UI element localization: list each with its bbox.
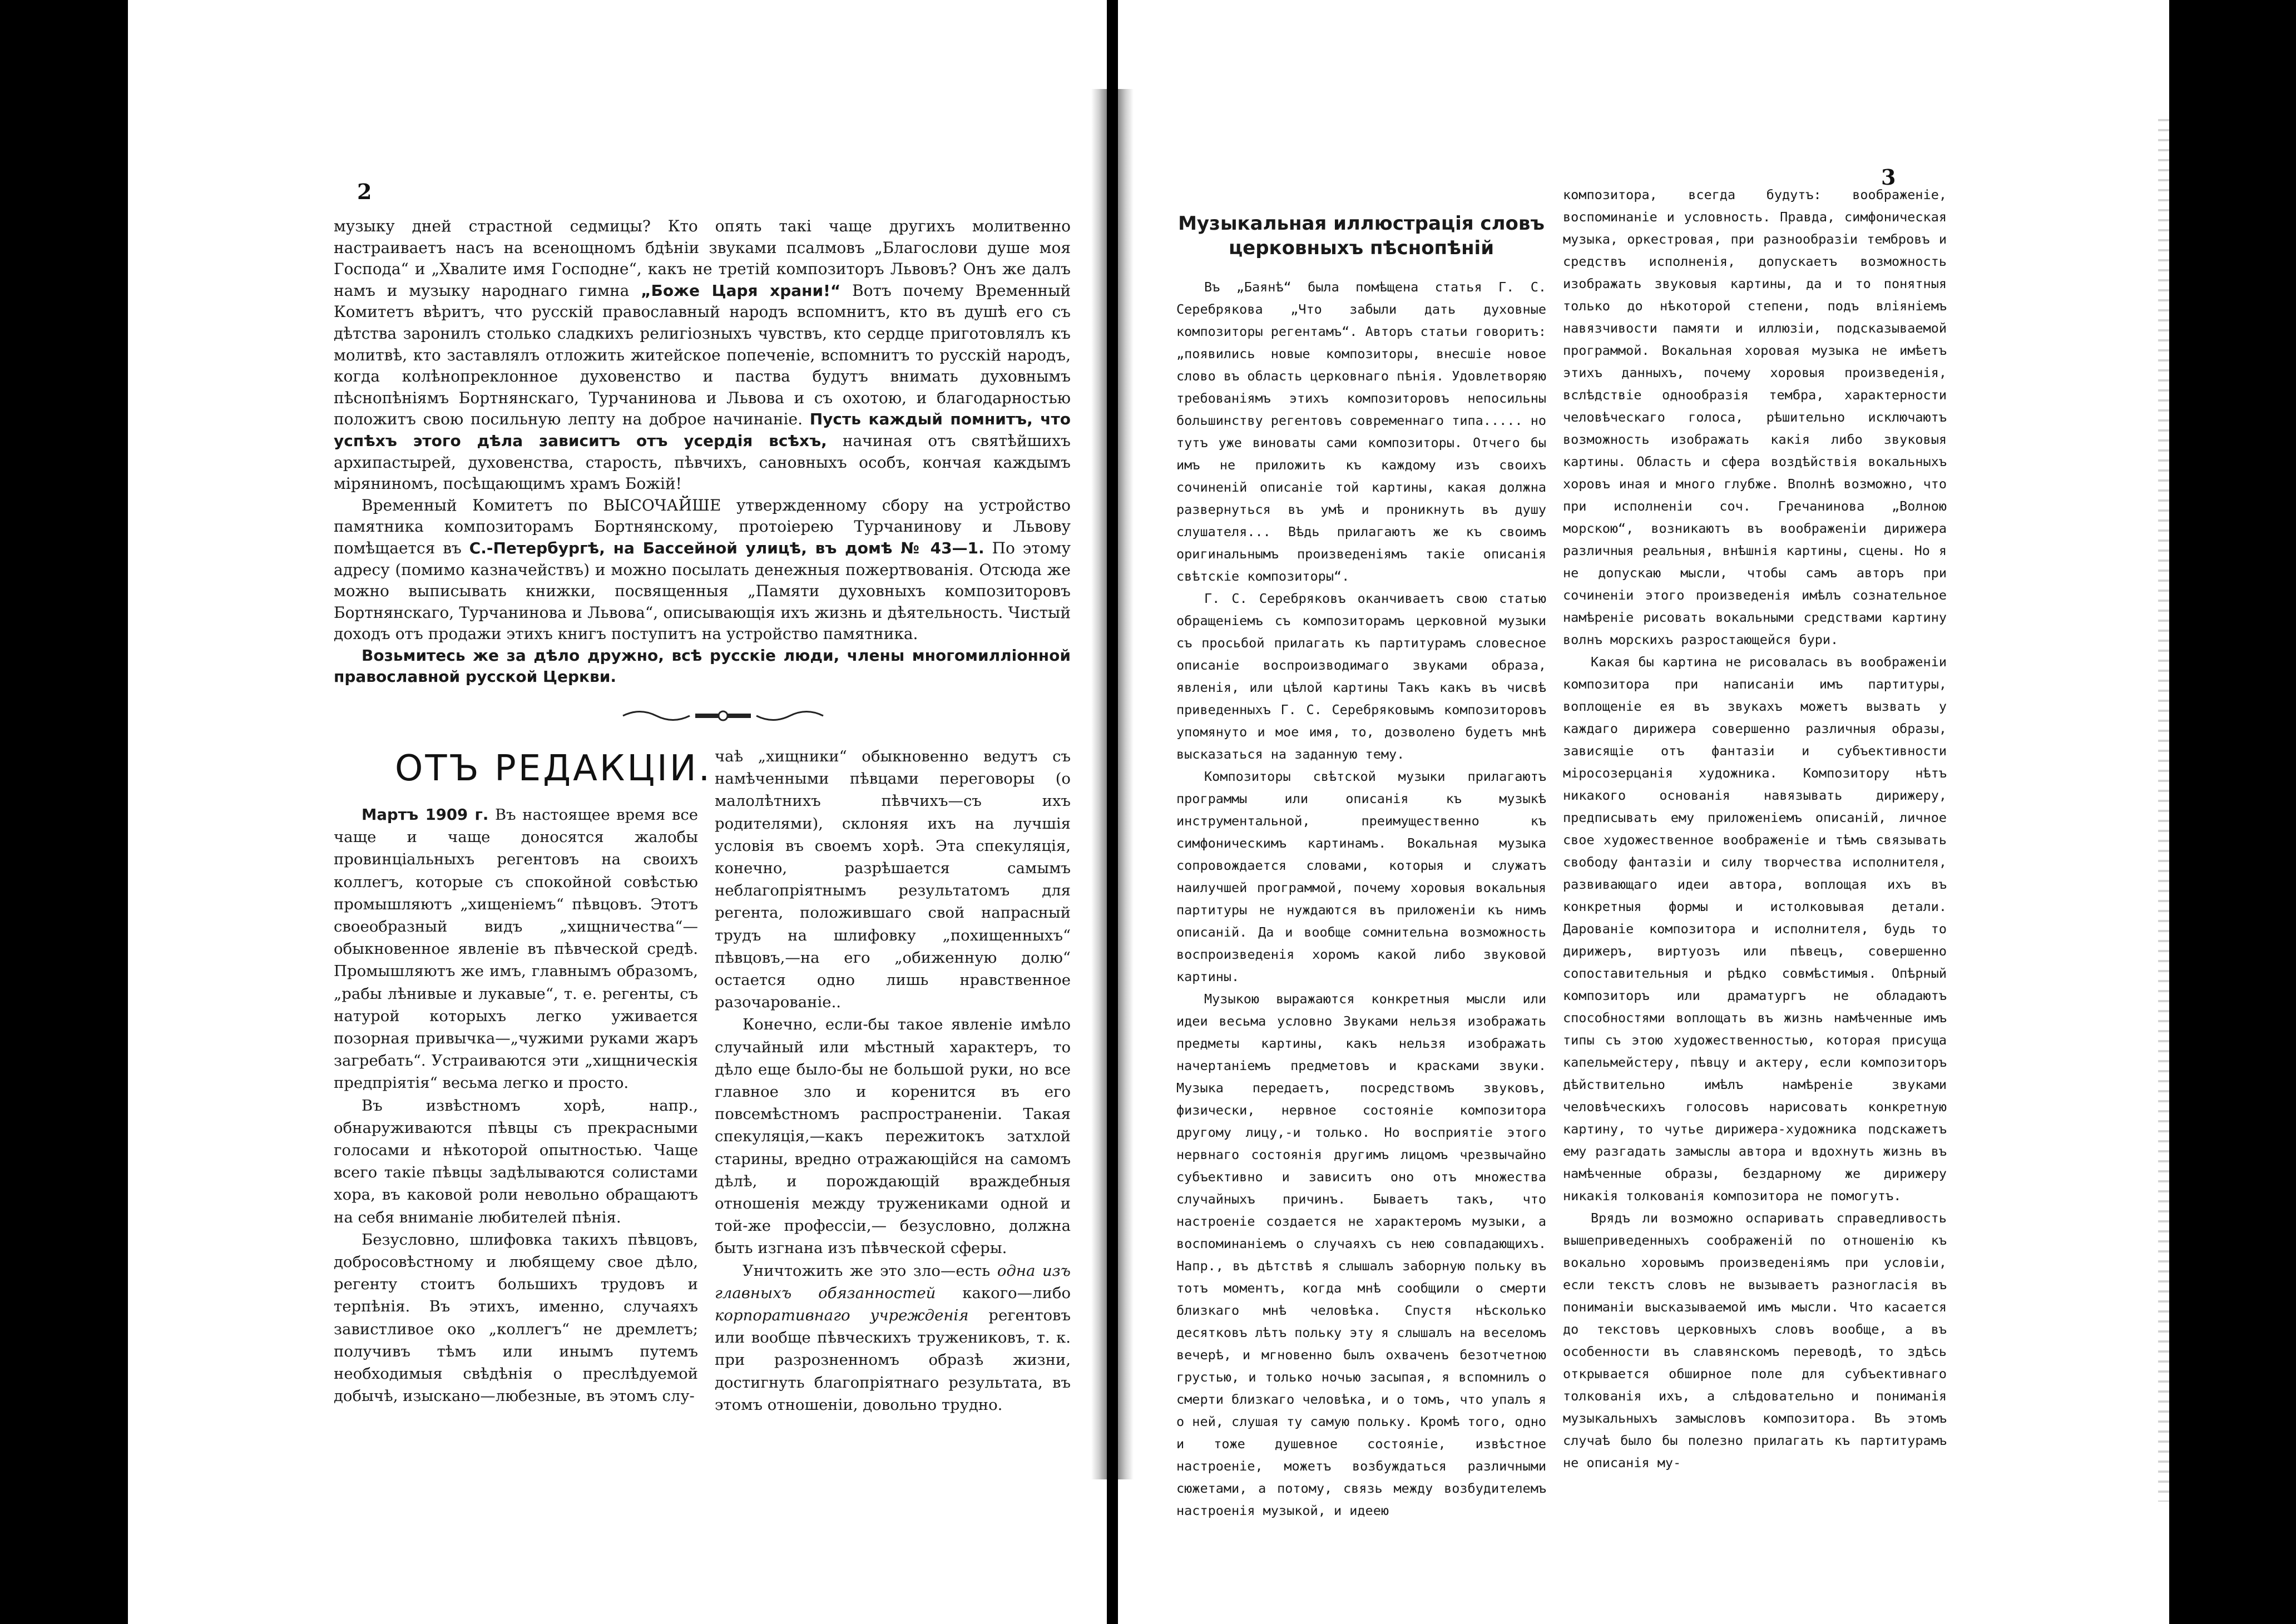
- page-gutter-shadow: [1091, 89, 1107, 1479]
- bold-text: „Боже Царя храни!“: [641, 281, 841, 300]
- text: начиная отъ святѣйшихъ архипастырей, духовенства, старость, пѣвчихъ, сановныхъ особъ, кончая каждымъ міряниномъ, посѣщающимъ храмъ Божій!: [334, 431, 1071, 493]
- paragraph: Конечно, если-бы такое явленіе имѣло случайный или мѣстный характеръ, то дѣло еще было-бы не большой руки, но все главное зло и коренится въ его повсемѣстномъ распространеніи. Такая спекуляція,—какъ пережитокъ затхлой старины, вредно отражающійся на самомъ дѣлѣ, и порождающій враждебныя отношенія между тружениками одной и той-же профессіи,— безусловно, должна быть изгнана изъ пѣвческой сферы.: [715, 1016, 1071, 1257]
- paragraph: чаѣ „хищники“ обыкновенно ведутъ съ намѣченными пѣвцами переговоры (о малолѣтнихъ пѣвчихъ—съ ихъ родителями), склоняя ихъ на лучшія условія въ своемъ хорѣ. Эта спекуляція, конечно, разрѣшается самымъ неблагопріятнымъ результатомъ для регента, положившаго свой напрасный трудъ на шлифовку „похищенныхъ“ пѣвцовъ,—на его „обиженную долю“ остается одно лишь нравственное разочарованіе..: [715, 747, 1071, 1012]
- paragraph: Безусловно, шлифовка такихъ пѣвцовъ, добросовѣстному и любящему свое дѣло, регенту стоитъ большихъ трудовъ и терпѣнія. Въ этихъ, именно, случаяхъ завистливое око „коллегъ“ не дремлетъ; получивъ тѣмъ или инымъ путемъ необходимыя свѣдѣнія о преслѣдуемой добычѣ, изыскано—любезные, въ этомъ слу-: [334, 1230, 698, 1405]
- editorial-left-column: [334, 804, 698, 1407]
- article-right-column: [1563, 184, 1947, 1474]
- page-number: 3: [1881, 165, 1896, 190]
- paragraph: композитора, всегда будутъ: воображеніе, воспоминаніе и условность. Правда, симфоническая музыка, оркестровая, при разнообразіи тембровъ и средствъ исполненія, допускаетъ возможность изображать звуковыя картины, да и то понятныя только до нѣкоторой степени, подъ вліяніемъ навязчивости памяти и иллюзіи, подсказываемой программой. Вокальная хоровая музыка не имѣетъ этихъ данныхъ, почему хоровыя произведенія, вслѣдствіе однообразія тембра, характерности человѣческаго голоса, рѣшительно исключаютъ возможность изображать какія либо звуковыя картины. Область и сфера воздѣйствія вокальныхъ хоровъ иная и много глубже. Вполнѣ возможно, что при исполненіи соч. Гречанинова „Волною морскою“, возникаютъ въ воображеніи дирижера различныя реальныя, внѣшнія картины, сцены. Но я не допускаю мысли, чтобы самъ авторъ при сочиненіи этого произведенія имѣлъ сознательное намѣреніе рисовать вокальными средствами картину волнъ морскихъ разростающейся бури.: [1563, 187, 1947, 647]
- text: регентовъ или вообще пѣвческихъ тружениковъ, т. к. при разрозненномъ образѣ жизни, достигнуть благопріятнаго результата, въ этомъ отношеніи, довольно трудно.: [715, 1306, 1071, 1414]
- paragraph: Въ „Баянѣ“ была помѣщена статья Г. С. Серебрякова „Что забыли дать духовные композиторы регентамъ“. Авторъ статьи говоритъ: „появились новые композиторы, внесшіе новое слово въ область церковнаго пѣнія. Удовлетворяю требованіямъ этихъ композиторовъ непосильны большинству регентовъ современнаго типа..... но тутъ уже виноваты сами композиторы. Отчего бы имъ не приложить къ каждому изъ своихъ сочиненій описаніе той картины, какая должна развернуться въ умѣ и проникнуть въ душу слушателя... Вѣдь прилагаютъ же къ своимъ оригинальнымъ произведеніямъ такіе описанія свѣтскіе композиторы“.: [1176, 279, 1546, 584]
- article-left-column: [1176, 211, 1546, 1522]
- bold-text: С.-Петербургѣ, на Бассейной улицѣ, въ домѣ № 43—1.: [469, 538, 984, 557]
- paragraph: Врядъ ли возможно оспаривать справедливость вышеприведенныхъ соображеній по отношенію къ вокально хоровымъ произведеніямъ при условіи, если текстъ словъ не вызываетъ разногласія въ пониманіи высказываемой имъ мысли. Что касается до текстовъ церковныхъ словъ вообще, а въ особенности въ славянскомъ переводѣ, то здѣсь открывается обширное поле для субъективнаго толкованія ихъ, а слѣдовательно и пониманія музыкальныхъ замысловъ композитора. Въ этомъ случаѣ было бы полезно прилагать къ партитурамъ не описанія му-: [1563, 1210, 1947, 1470]
- top-text-block: [334, 216, 1071, 688]
- text: По этому адресу (помимо казначействъ) и можно посылать денежныя пожертвованія. Отсюда же можно выписывать книжки, посвященныя „Памяти духовныхъ композиторовъ Бортнянскаго, Турчанинова и Львова“, описывающія ихъ жизнь и дѣятельность. Чистый доходъ отъ продажи этихъ книгъ поступитъ на устройство памятника.: [334, 538, 1071, 643]
- article-title: Музыкальная иллюстрація словъ церковныхъ пѣснопѣній: [1178, 212, 1545, 259]
- page-edge-stack: [2158, 111, 2169, 1502]
- paragraph: Какая бы картина не рисовалась въ воображеніи композитора при написаніи имъ партитуры, воплощеніе ея въ звукахъ можетъ вызвать у каждаго дирижера совершенно различныя образы, зависящіе отъ фантазіи и субъективности міросозерцанія художника. Композитору нѣтъ никакого основанія навязывать дирижеру, предписывать ему приложеніемъ описаній, личное свое художественное воображеніе и тѣмъ связывать свободу фантазіи и силу творчества исполнителя, развивающаго идеи автора, воплощая ихъ въ конкретныя формы и истолковывая детали. Дарованіе композитора и исполнителя, будь то дирижеръ, виртуозъ или пѣвецъ, совершенно сопоставительныя и рѣдко совмѣстимыя. Опѣрный композиторъ или драматургъ не обладаютъ способностями воплощать въ жизнь намѣченные имъ типы съ этою художественностью, которая присуща капельмейстеру, пѣвцу и актеру, если композиторъ дѣйствительно имѣлъ намѣреніе звуками человѣческихъ голосовъ нарисовать конкретную картину, то чутье дирижера-художника подскажетъ ему разгадать замыслы автора и вдохнуть жизнь въ намѣченные образы, бездарному же дирижеру никакія толкованія композитора не помогутъ.: [1563, 654, 1947, 1204]
- italic-text: одна изъ главныхъ обязанностей: [715, 1261, 1071, 1302]
- paragraph: Композиторы свѣтской музыки прилагаютъ программы или описанія къ музыкѣ инструментальной, преимущественно къ симфоническимъ картинамъ. Вокальная музыка сопровождается словами, которыя и служатъ наилучшей программой, почему хоровыя вокальныя партитуры не нуждаются въ приложеніи къ нимъ описаній. Да и вообще сомнительна возможность воспроизведенія хоромъ какой либо звуковой картины.: [1176, 769, 1546, 984]
- text: Вотъ почему Временный Комитетъ вѣритъ, что русскій православный народъ вспомнитъ, кто въ душѣ его съ дѣтства заронилъ столько сладкихъ религіозныхъ чувствъ, кто сердце приготовлялъ къ молитвѣ, кто заставлялъ отложить житейское попеченіе, вспомнитъ то русскій народъ, когда колѣнопреклонное духовенство и паства будутъ внимать духовнымъ пѣснопѣніямъ Бортнянскаго, Турчанинова и Львова и съ охотою, и благодарностью положитъ свою посильную лепту на доброе начинаніе.: [334, 281, 1071, 429]
- page-number: 2: [357, 179, 372, 204]
- editorial-right-column: [715, 745, 1071, 1416]
- text: Временный Комитетъ по ВЫСОЧАЙШЕ утвержденному сбору на устройство памятника композиторамъ Бортнянскому, протоіерею Турчанинову и Львову помѣщается въ: [334, 496, 1071, 557]
- left-page: [128, 0, 1107, 1624]
- text: Въ настоящее время все чаще и чаще доносятся жалобы провинціальныхъ регентовъ на своихъ коллегъ, которые съ спокойной совѣстью промышляютъ „хищеніемъ“ пѣвцовъ. Этотъ своеобразный видъ „хищничества“—обыкновенное явленіе въ пѣвческой средѣ. Промышляютъ же имъ, главнымъ образомъ, „рабы лѣнивые и лукавые“, т. е. регенты, съ натурой которыхъ легко уживается позорная привычка—„чужими руками жаръ загребать“. Устраиваются эти „хищническія предпріятія“ весьма легко и просто.: [334, 806, 698, 1092]
- ornament-divider: [617, 707, 829, 724]
- text: какого—либо: [962, 1284, 1071, 1302]
- text: Уничтожить же это зло—есть: [743, 1261, 991, 1280]
- editorial-heading: ОТЪ РЕДАКЦІИ.: [395, 748, 712, 789]
- italic-text: корпоративнаго учрежденія: [715, 1306, 969, 1325]
- paragraph: Г. С. Серебряковъ оканчиваетъ свою статью обращеніемъ съ композиторамъ церковной музыки съ просьбой прилагать къ партитурамъ словесное описаніе воспроизводимаго звуками образа, явленія, или цѣлой картины Такъ какъ въ чисвѣ приведенныхъ Г. С. Серебряковымъ композиторовъ упомянуто и мое имя, то, дозволено будетъ мнѣ высказаться на заданную тему.: [1176, 591, 1546, 762]
- bold-text: Пусть каждый помнитъ, что успѣхъ этого дѣла зависитъ отъ усердія всѣхъ,: [334, 410, 1071, 450]
- paragraph: Музыкою выражаются конкретныя мысли или идеи весьма условно Звуками нельзя изображать предметы картины, какъ нельзя изображать начертаніемъ предметовъ и красками звуки. Музыка передаетъ, посредствомъ звуковъ, физически, нервное состояніе композитора другому лицу,-и только. Но восприятіе этого нервнаго состоянія другимъ лицомъ чрезвычайно субъективно и зависитъ оно отъ множества случайныхъ причинъ. Бываетъ такъ, что настроеніе создается не характеромъ музыки, а воспоминаніемъ о случаяхъ съ нею совпадающихъ. Напр., въ дѣтствѣ я слышалъ заборную польку въ тотъ моментъ, когда мнѣ сообщили о смерти близкаго мнѣ человѣка. Спустя нѣсколько десятковъ лѣтъ польку эту я слышалъ на веселомъ вечерѣ, и мгновенно былъ охваченъ безотчетною грустью, и только ночью засыпая, я вспомнилъ о смерти близкаго человѣка, и о томъ, что упалъ я о ней, слушая ту самую польку. Кромѣ того, одно и тоже душевное состояніе, извѣстное настроеніе, можетъ возбуждаться различными сюжетами, а потому, связь между возбудителемъ настроенія музыкой, и идеею: [1176, 991, 1546, 1518]
- right-page: [1118, 0, 2169, 1624]
- paragraph: Въ извѣстномъ хорѣ, напр., обнаруживаются пѣвцы съ прекрасными голосами и нѣкоторой опытностью. Чаще всего такіе пѣвцы задѣлываются солистами хора, въ каковой роли невольно обращаютъ на себя вниманіе любителей пѣнія.: [334, 1096, 698, 1226]
- text: музыку дней страстной седмицы? Кто опять такі чаще другихъ молитвенно настраиваетъ насъ на всенощномъ бдѣніи звуками псалмовъ „Благослови душе моя Господа“ и „Хвалите имя Господне“, какъ не третій композиторъ Львовъ? Онъ же далъ намъ и музыку народнаго гимна: [334, 217, 1071, 300]
- bold-text: Возьмитесь же за дѣло дружно, всѣ русскіе люди, члены многомилліонной православной русской Церкви.: [334, 646, 1071, 686]
- bold-text: Мартъ 1909 г.: [362, 806, 489, 824]
- page-gutter-shadow: [1118, 89, 1134, 1479]
